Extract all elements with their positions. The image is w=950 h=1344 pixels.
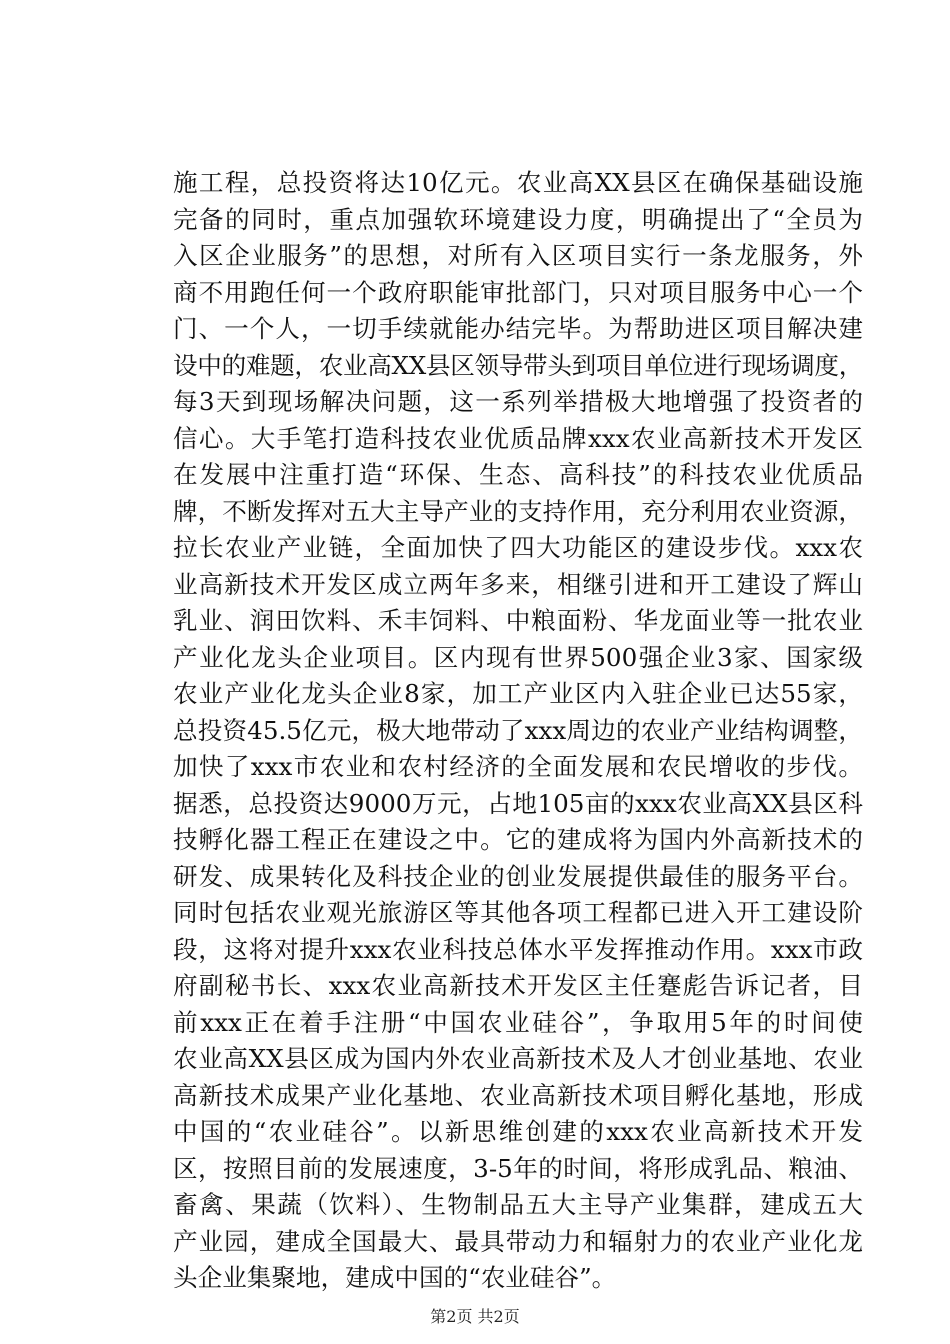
- text-line: 农业产业化龙头企业8家，加工产业区内入驻企业已达55家，: [173, 679, 863, 708]
- text-line: 拉长农业产业链，全面加快了四大功能区的建设步伐。xxx农: [173, 533, 863, 562]
- text-line: 段，这将对提升xxx农业科技总体水平发挥推动作用。xxx市政: [173, 934, 863, 964]
- page-footer: 第2页 共2页: [430, 1307, 520, 1326]
- text-line: 前xxx正在着手注册“中国农业硅谷”，争取用5年的时间使: [173, 1007, 863, 1037]
- text-line: 加快了xxx市农业和农村经济的全面发展和农民增收的步伐。: [173, 752, 863, 781]
- text-line: 牌，不断发挥对五大主导产业的支持作用，充分利用农业资源，: [173, 496, 863, 526]
- text-line: 据悉，总投资达9000万元，占地105亩的xxx农业高XX县区科: [173, 788, 863, 818]
- text-line: 区，按照目前的发展速度，3-5年的时间，将形成乳品、粮油、: [173, 1153, 863, 1183]
- text-line: 府副秘书长、xxx农业高新技术开发区主任蹇彪告诉记者，目: [173, 971, 863, 1000]
- text-line: 同时包括农业观光旅游区等其他各项工程都已进入开工建设阶: [173, 898, 863, 927]
- text-line: 设中的难题，农业高XX县区领导带头到项目单位进行现场调度，: [173, 350, 863, 380]
- text-line: 技孵化器工程正在建设之中。它的建成将为国内外高新技术的: [173, 825, 863, 854]
- text-line: 信心。大手笔打造科技农业优质品牌xxx农业高新技术开发区: [173, 423, 863, 453]
- text-line: 业高新技术开发区成立两年多来，相继引进和开工建设了辉山: [173, 569, 863, 599]
- text-line: 施工程，总投资将达10亿元。农业高XX县区在确保基础设施: [173, 168, 863, 197]
- text-line: 总投资45.5亿元，极大地带动了xxx周边的农业产业结构调整，: [173, 715, 863, 745]
- text-line: 中国的“农业硅谷”。以新思维创建的xxx农业高新技术开发: [173, 1117, 863, 1146]
- text-line: 入区企业服务”的思想，对所有入区项目实行一条龙服务，外: [173, 241, 863, 270]
- text-line: 在发展中注重打造“环保、生态、高科技”的科技农业优质品: [173, 460, 863, 489]
- text-line: 研发、成果转化及科技企业的创业发展提供最佳的服务平台。: [173, 861, 863, 891]
- text-line: 产业化龙头企业项目。区内现有世界500强企业3家、国家级: [173, 642, 863, 672]
- text-line: 高新技术成果产业化基地、农业高新技术项目孵化基地，形成: [173, 1080, 863, 1110]
- text-line: 乳业、润田饮料、禾丰饲料、中粮面粉、华龙面业等一批农业: [173, 606, 863, 635]
- body-paragraph: [173, 165, 863, 1297]
- text-line: 商不用跑任何一个政府职能审批部门，只对项目服务中心一个: [173, 277, 863, 307]
- text-line: 每3天到现场解决问题，这一系列举措极大地增强了投资者的: [173, 387, 863, 416]
- text-line: 畜禽、果蔬（饮料）、生物制品五大主导产业集群，建成五大: [173, 1190, 863, 1219]
- text-line: 农业高XX县区成为国内外农业高新技术及人才创业基地、农业: [173, 1044, 863, 1073]
- text-line: 头企业集聚地，建成中国的“农业硅谷”。: [173, 1263, 617, 1292]
- text-line: 产业园，建成全国最大、最具带动力和辐射力的农业产业化龙: [173, 1226, 863, 1256]
- text-line: 完备的同时，重点加强软环境建设力度，明确提出了“全员为: [173, 204, 863, 234]
- text-line: 门、一个人，一切手续就能办结完毕。为帮助进区项目解决建: [173, 314, 863, 343]
